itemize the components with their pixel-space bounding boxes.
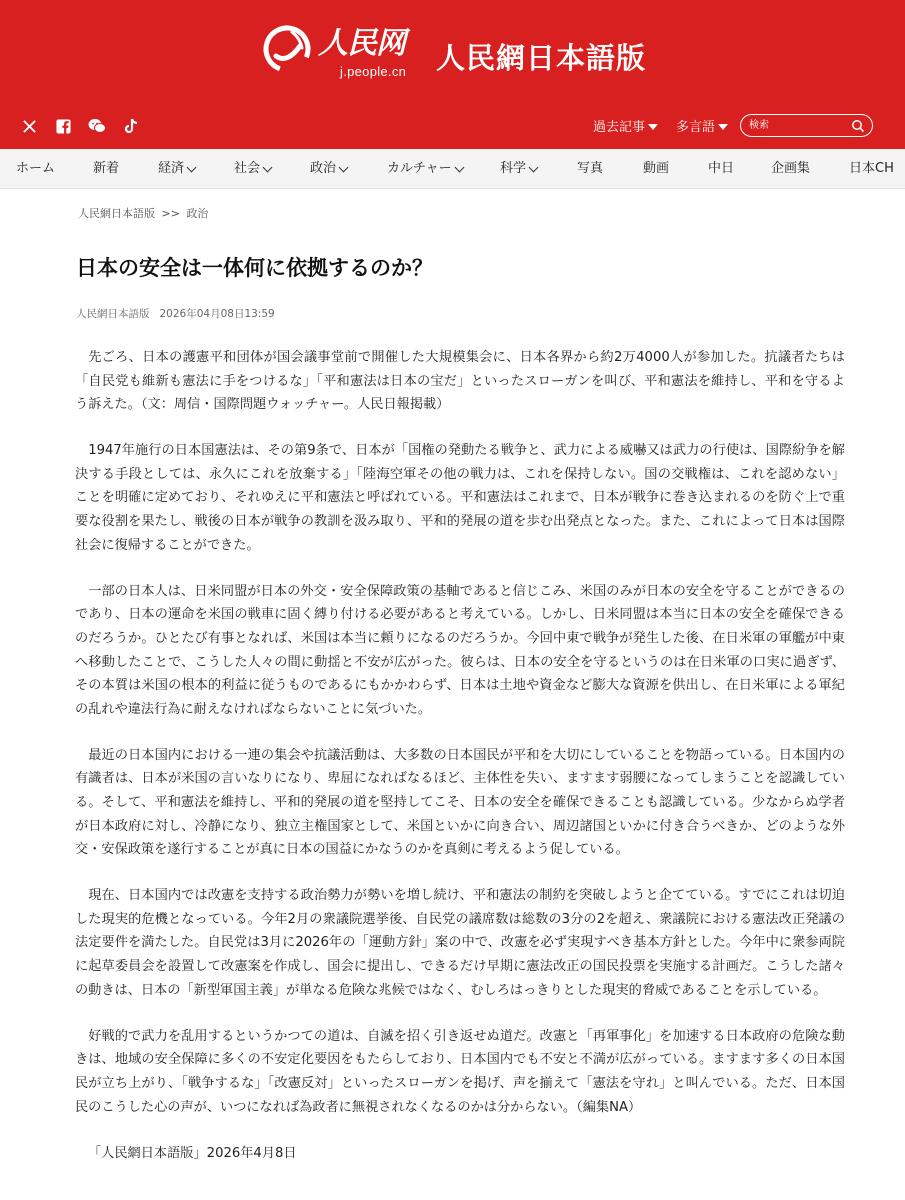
nav-label: 写真 bbox=[577, 161, 604, 176]
article-title: 日本の安全は一体何に依拠するのか？ bbox=[76, 256, 433, 280]
x-icon[interactable] bbox=[20, 117, 38, 135]
nav-label: 科学 bbox=[500, 161, 527, 176]
chevron-down-icon bbox=[339, 162, 349, 172]
logo-url: j.people.cn bbox=[340, 64, 407, 79]
languages-menu[interactable] bbox=[676, 116, 728, 135]
nav-label: カルチャー bbox=[387, 161, 452, 176]
article-signature: 「人民網日本語版」2026年4月8日 bbox=[88, 1145, 297, 1161]
site-title[interactable]: 人民網日本語版 bbox=[436, 41, 647, 75]
nav-label: 企画集 bbox=[771, 161, 811, 176]
people-logo-icon bbox=[262, 24, 312, 74]
search-icon[interactable] bbox=[851, 119, 865, 133]
facebook-icon[interactable] bbox=[54, 117, 72, 135]
nav-label: 動画 bbox=[643, 161, 670, 176]
breadcrumb-separator: >> bbox=[161, 207, 180, 220]
chevron-down-icon bbox=[454, 162, 464, 172]
article-paragraph: 一部の日本人は、日米同盟が日本の外交・安全保障政策の基軸であると信じこみ、米国のみが日本の安全を守ることができるのであり、日本の運命を米国の戦車に固く縛り付ける必要があると考えている。しかし、日米同盟は本当に日本の安全を確保できるのだろうか。ひとたび有事となれば、米国は本当に頼りになるのだろうか。今回中東で戦争が発生した後、在日米軍の軍艦が中東へ移動したことで、こうした人々の間に動揺と不安が広がった。彼らは、日本の安全を守るというのは在日米軍の口実に過ぎず、その本質は米国の根本的利益に従うものであるにもかかわらず、日本は土地や資金など膨大な資源を供出し、在日米軍による軍紀の乱れや違法行為に耐えなければならないことに気づいた。 bbox=[75, 583, 845, 717]
article-source[interactable]: 人民網日本語版 bbox=[76, 308, 150, 320]
nav-label: 日本CH bbox=[849, 161, 894, 176]
nav-label: 新着 bbox=[93, 161, 120, 176]
nav-item-latest[interactable] bbox=[93, 149, 119, 189]
caret-down-icon bbox=[648, 124, 658, 130]
article-body bbox=[75, 346, 845, 1188]
nav-item-photos[interactable] bbox=[577, 149, 603, 189]
main-nav bbox=[0, 149, 905, 189]
logo-chinese-text: 人民网 bbox=[318, 26, 405, 61]
header-tools bbox=[593, 114, 873, 137]
article-paragraph: 現在、日本国内では改憲を支持する政治勢力が勢いを増し続け、平和憲法の制約を突破しようと企てている。すでにこれは切迫した現実的危機となっている。今年2月の衆議院選挙後、自民党の議席数は総数の3分の2を超え、衆議院における憲法改正発議の法定要件を満たした。自民党は3月に2026年の「運動方針」案の中で、改憲を必ず実現すべき基本方針とした。今年中に衆参両院に起草委員会を設置して改憲案を作成し、国会に提出し、できるだけ早期に憲法改正の国民投票を実施する計画だ。こうした諸々の動きは、日本の「新型軍国主義」が単なる危険な兆候ではなく、むしろはっきりとした現実的脅威であることを示している。 bbox=[75, 888, 845, 998]
chevron-down-icon bbox=[263, 162, 273, 172]
search-box bbox=[740, 114, 873, 137]
breadcrumb-section-link[interactable]: 政治 bbox=[186, 207, 209, 220]
nav-label: 政治 bbox=[310, 161, 337, 176]
chevron-down-icon bbox=[529, 162, 539, 172]
breadcrumb bbox=[78, 205, 211, 221]
article-paragraph: 好戦的で武力を乱用するというかつての道は、自滅を招く引き返せぬ道だ。改憲と「再軍事化」を加速する日本政府の危険な動きは、地域の安全保障に多くの不安定化要因をもたらしており、日本国内でも不安と不満が広がっている。ますます多くの日本国民が立ち上がり、「戦争するな」「改憲反対」といったスローガンを掲げ、声を揃えて「憲法を守れ」と叫んでいる。ただ、日本国民のこうした心の声が、いつになれば為政者に無視されなくなるのかは分からない。（編集NA） bbox=[75, 1028, 845, 1115]
nav-label: 経済 bbox=[158, 161, 185, 176]
nav-label: ホーム bbox=[16, 161, 56, 176]
article-paragraph: 最近の日本国内における一連の集会や抗議活動は、大多数の日本国民が平和を大切にしていることを物語っている。日本国内の有識者は、日本が米国の言いなりになり、卑屈になればなるほど、主体性を失い、ますます弱腰になってしまうことを認識している。そして、平和憲法を維持し、平和的発展の道を堅持してこそ、日本の安全を確保できることも認識している。少なからぬ学者が日本政府に対し、冷静になり、独立主権国家として、米国といかに向き合い、周辺諸国といかに付き合うべきか、どのような外交・安保政策を遂行することが真に日本の国益にかなうのかを真剣に考えるよう促している。 bbox=[75, 747, 845, 858]
article-paragraph: 1947年施行の日本国憲法は、その第9条で、日本が「国権の発動たる戦争と、武力による威嚇又は武力の行使は、国際紛争を解決する手段としては、永久にこれを放棄する」「陸海空軍その他の戦力は、これを保持しない。国の交戦権は、これを認めない」ことを明確に定めており、それゆえに平和憲法と呼ばれている。平和憲法はこれまで、日本が戦争に巻き込まれるのを防ぐ上で重要な役割を果たし、戦後の日本が戦争の教訓を汲み取り、平和的発展の道を歩む出発点となった。また、これによって日本は国際社会に復帰することができた。 bbox=[75, 443, 845, 553]
nav-label: 社会 bbox=[234, 161, 261, 176]
caret-down-icon bbox=[718, 124, 728, 130]
nav-item-china-japan[interactable] bbox=[708, 149, 734, 189]
tiktok-icon[interactable] bbox=[122, 117, 140, 135]
nav-item-japan-ch[interactable] bbox=[849, 149, 894, 189]
nav-item-economy[interactable] bbox=[158, 149, 195, 189]
search-input[interactable] bbox=[749, 117, 849, 134]
nav-item-politics[interactable] bbox=[310, 149, 347, 189]
nav-item-features[interactable] bbox=[771, 149, 810, 189]
article-paragraph: 先ごろ、日本の護憲平和団体が国会議事堂前で開催した大規模集会に、日本各界から約2万4000人が参加した。抗議者たちは「自民党も維新も憲法に手をつけるな」「平和憲法は日本の宝だ」といったスローガンを叫び、平和憲法を維持し、平和を守るよう訴えた。（文：周信・国際問題ウォッチャー。人民日報掲載） bbox=[75, 350, 845, 413]
article-date: 2026年04月08日13:59 bbox=[159, 308, 275, 320]
nav-item-culture[interactable] bbox=[387, 149, 463, 189]
nav-item-videos[interactable] bbox=[643, 149, 669, 189]
past-articles-menu[interactable] bbox=[593, 116, 658, 135]
nav-item-society[interactable] bbox=[234, 149, 271, 189]
article-meta bbox=[76, 306, 275, 321]
wechat-icon[interactable] bbox=[88, 117, 106, 135]
past-articles-label: 過去記事 bbox=[593, 120, 646, 135]
nav-item-home[interactable] bbox=[16, 149, 55, 189]
chevron-down-icon bbox=[187, 162, 197, 172]
social-links bbox=[20, 117, 156, 135]
site-header bbox=[0, 0, 905, 149]
nav-label: 中日 bbox=[708, 161, 735, 176]
languages-label: 多言語 bbox=[676, 120, 716, 135]
nav-item-science[interactable] bbox=[500, 149, 537, 189]
breadcrumb-home-link[interactable]: 人民網日本語版 bbox=[78, 207, 155, 220]
